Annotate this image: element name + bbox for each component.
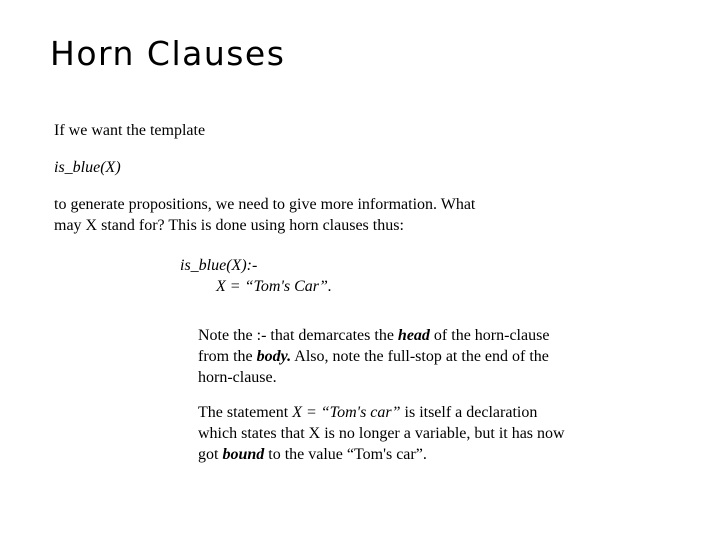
body-term: body. <box>256 348 292 365</box>
note-line <box>198 346 549 367</box>
head-term: head <box>397 327 430 344</box>
note-binding <box>198 402 565 465</box>
bound-term: bound <box>222 446 265 463</box>
template-predicate: is_blue(X) <box>54 159 121 176</box>
slide-title: Horn Clauses <box>50 34 286 73</box>
note-line <box>198 402 565 423</box>
note-text: from the <box>198 348 257 365</box>
note-text: to the value “Tom's car”. <box>264 446 427 463</box>
note-text: got <box>198 446 223 463</box>
note-text: The statement <box>198 404 293 421</box>
statement-expression: X = “Tom's car” <box>292 404 401 421</box>
note-head-body <box>198 325 549 388</box>
note-line: horn-clause. <box>198 369 277 386</box>
explanation-line: to generate propositions, we need to give more information. What <box>54 196 476 213</box>
note-line <box>198 444 565 465</box>
intro-text: If we want the template <box>54 122 206 139</box>
horn-clause-head: is_blue(X):- <box>180 257 258 274</box>
note-text: is itself a declaration <box>400 404 538 421</box>
note-text: Note the :- that demarcates the <box>198 327 398 344</box>
note-text: Also, note the full-stop at the end of the <box>291 348 549 365</box>
explanation-paragraph <box>54 194 475 236</box>
note-text: of the horn-clause <box>429 327 550 344</box>
explanation-line: may X stand for? This is done using horn clauses thus: <box>54 217 404 234</box>
note-line <box>198 325 549 346</box>
note-line: which states that X is no longer a variable, but it has now <box>198 425 565 442</box>
horn-clause-body: X = “Tom's Car”. <box>216 278 332 295</box>
